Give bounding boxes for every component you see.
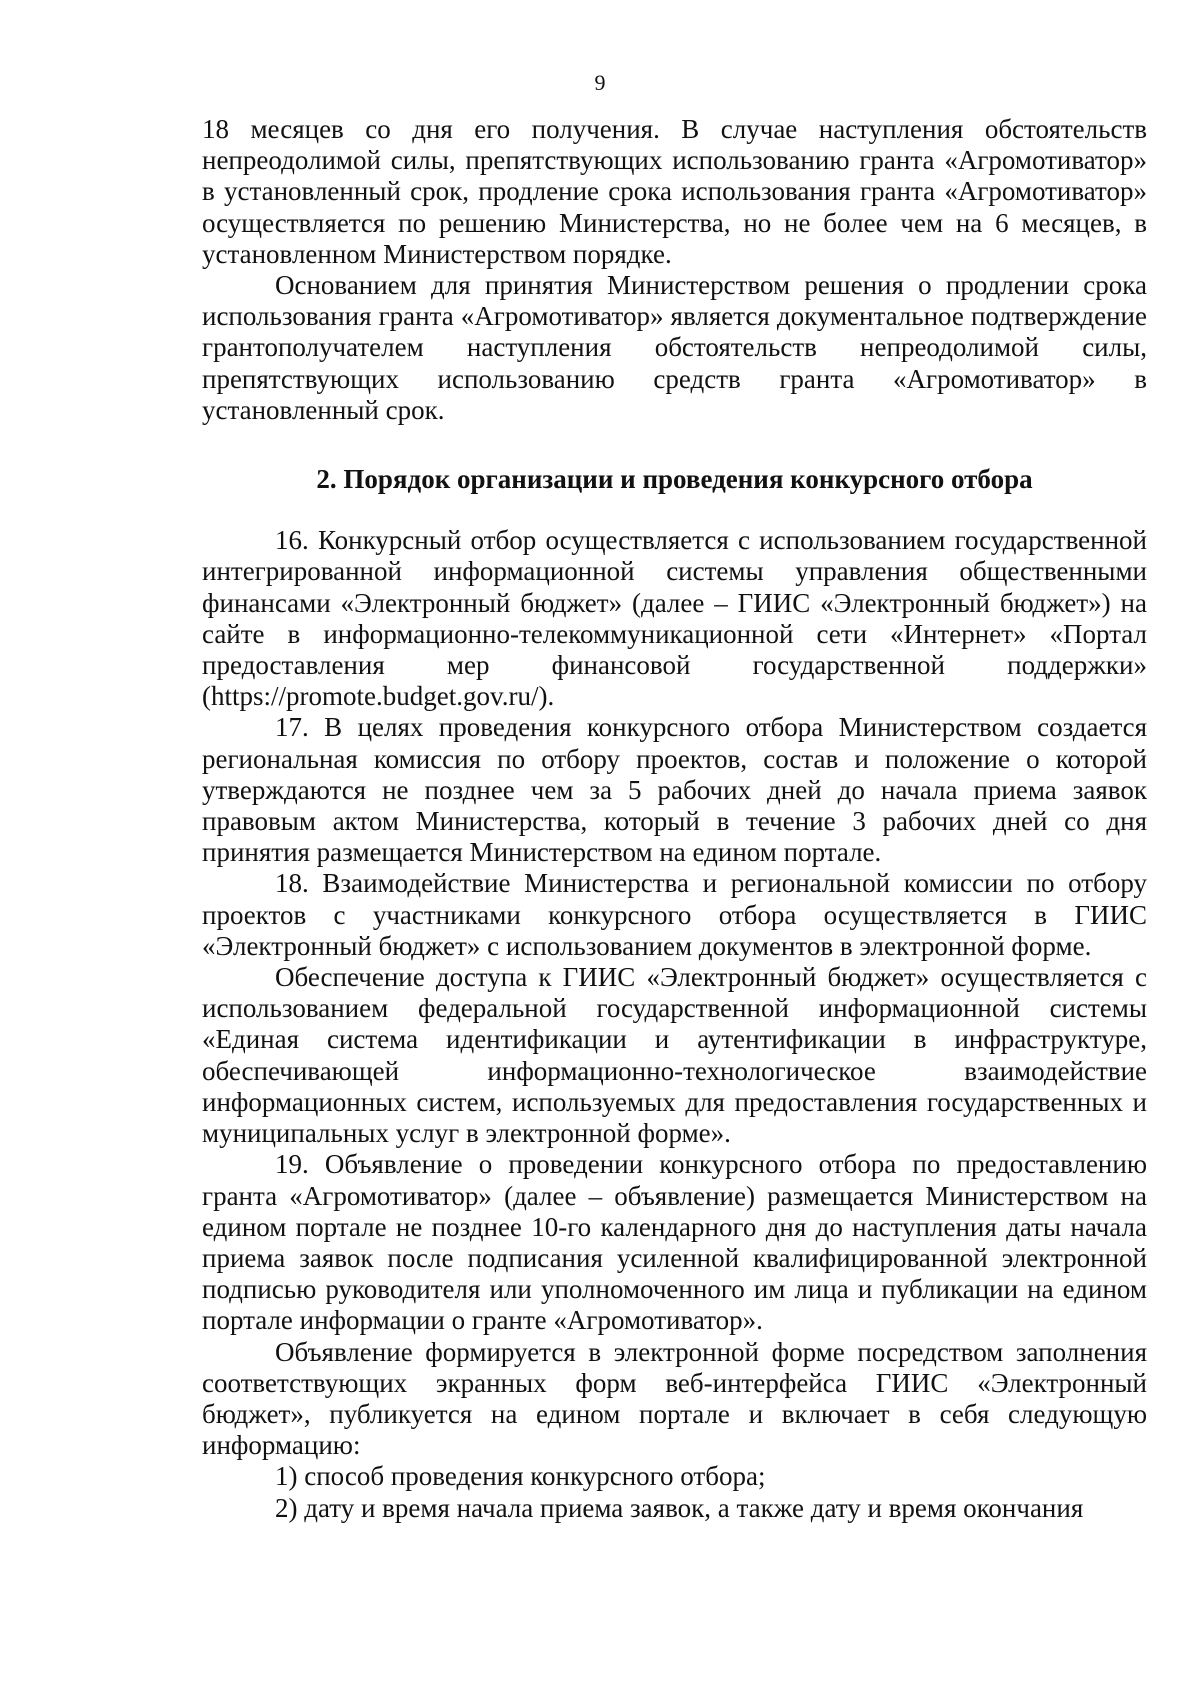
paragraph-19: 19. Объявление о проведении конкурсного отбора по предоставлению гранта «Агромотиватор» (далее – объявление) размещается Министерством на едином портале не позднее 10-го календарного дня до наступления даты начала приема заявок после подписания усиленной квалифицированной электронной подписью руководителя или уполномоченного им лица и публикации на едином портале информации о гранте «Агромотиватор». (202, 1149, 1147, 1336)
paragraph-17: 17. В целях проведения конкурсного отбора Министерством создается региональная комиссия по отбору проектов, состав и положение о которой утверждаются не позднее чем за 5 рабочих дней до начала приема заявок правовым актом Министерства, который в течение 3 рабочих дней со дня принятия размещается Министерством на едином портале. (202, 712, 1147, 868)
paragraph-access: Обеспечение доступа к ГИИС «Электронный бюджет» осуществляется с использованием федеральной государственной информационной системы «Единая система идентификации и аутентификации в инфраструктуре, обеспечивающей информационно-технологическое взаимодействие информационных систем, используемых для предоставления государственных и муниципальных услуг в электронной форме». (202, 962, 1147, 1149)
paragraph-term-continuation: 18 месяцев со дня его получения. В случае наступления обстоятельств непреодолимой силы, препятствующих использованию гранта «Агромотиватор» в установленный срок, продление срока использования гранта «Агромотиватор» осуществляется по решению Министерства, но не более чем на 6 месяцев, в установленном Министерством порядке. (202, 114, 1147, 269)
paragraph-announcement-contents: Объявление формируется в электронной форме посредством заполнения соответствующих экранных форм веб-интерфейса ГИИС «Электронный бюджет», публикуется на едином портале и включает в себя следующую информацию: (202, 1336, 1147, 1461)
paragraph-16: 16. Конкурсный отбор осуществляется с использованием государственной интегрированной информационной системы управления общественными финансами «Электронный бюджет» (далее – ГИИС «Электронный бюджет») на сайте в информационно-телекоммуникационной сети «Интернет» «Портал предоставления мер финансовой государственной поддержки» (https://promote.budget.gov.ru/). (202, 525, 1147, 712)
document-body (202, 114, 1147, 1524)
section-heading: 2. Порядок организации и проведения конкурсного отбора (316, 464, 1033, 495)
list-item-1: 1) способ проведения конкурсного отбора; (275, 1461, 766, 1492)
page-number: 9 (594, 70, 606, 95)
list-item-2: 2) дату и время начала приема заявок, а также дату и время окончания (275, 1492, 1084, 1523)
paragraph-18: 18. Взаимодействие Министерства и региональной комиссии по отбору проектов с участниками конкурсного отбора осуществляется в ГИИС «Электронный бюджет» с использованием документов в электронной форме. (202, 868, 1147, 961)
paragraph-extension-basis: Основанием для принятия Министерством решения о продлении срока использования гранта «Агромотиватор» является документальное подтверждение грантополучателем наступления обстоятельств непреодолимой силы, препятствующих использованию средств гранта «Агромотиватор» в установленный срок. (202, 270, 1147, 425)
